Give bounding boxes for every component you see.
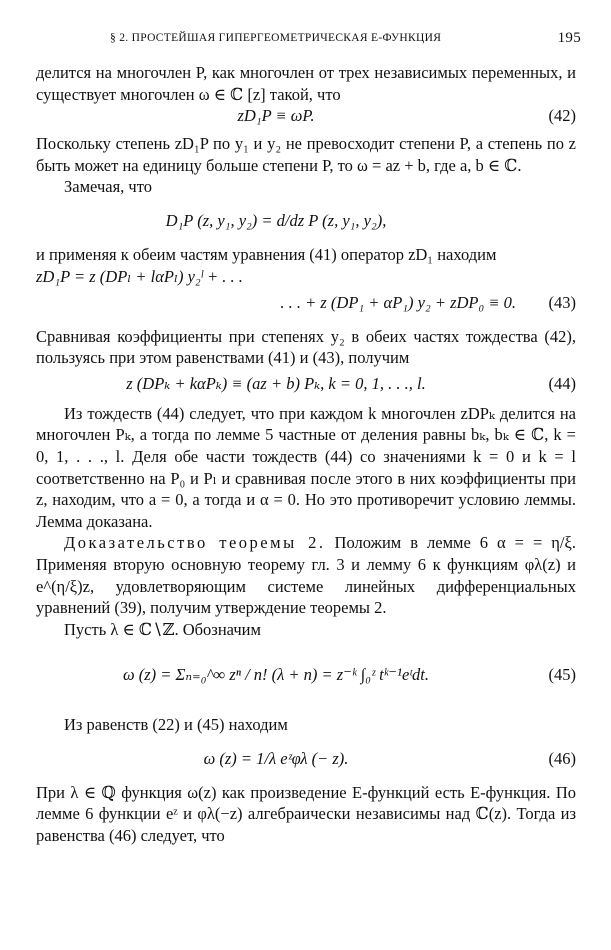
paragraph-1: делится на многочлен P, как многочлен от трех независимых переменных, и существует многочлен ω ∈ ℂ [z] такой, что [36, 63, 576, 104]
paragraph-3: Замечая, что [64, 177, 152, 197]
paragraph-4: и применяя к обеим частям уравнения (41) оператор zD₁ находим [36, 244, 497, 264]
paragraph-10: При λ ∈ ℚ функция ω(z) как произведение E-функций есть E-функция. По лемме 6 функции eᶻ и φλ(−z) алгебраически независимы над ℂ(z). Тогда из равенства (46) следует, что [36, 782, 576, 846]
equation-derivative [36, 198, 576, 244]
paragraph-9: Из равенств (22) и (45) находим [64, 715, 288, 735]
equation-44-number: (44) [548, 373, 576, 393]
running-header [36, 30, 581, 50]
paragraph-6: Из тождеств (44) следует, что при каждом k многочлен zDPₖ делится на многочлен Pₖ, а тогда по лемме 5 частные от деления равны bₖ, bₖ ∈ ℂ, k = 0, 1, . . ., l. Деля обе части тождеств (44) со значениями k = 0 и k = l соответственно на P₀ и Pₗ и сравнивая после этого в них коэффициенты при z, находим, что a = 0, а тогда и α = 0. Но это противоречит условию леммы. Лемма доказана. [36, 403, 576, 531]
paragraph-5: Сравнивая коэффициенты при степенях y₂ в обеих частях тождества (42), пользуясь при этом равенствами (41) и (43), получим [36, 326, 576, 368]
equation-42-number: (42) [548, 106, 576, 126]
equation-45-formula: ω (z) = Σₙ₌₀^∞ zⁿ / n! (λ + n) = z⁻ᵏ ∫₀ᶻ tᵏ⁻¹eᵗdt. [122, 665, 430, 685]
equation-43-first-line: zD₁P = z (DPₗ + lαPₗ) y₂ˡ + . . . [36, 266, 243, 286]
header-title: § 2. ПРОСТЕЙШАЯ ГИПЕРГЕОМЕТРИЧЕСКАЯ E-ФУНКЦИЯ [110, 32, 442, 44]
equation-42 [36, 105, 576, 133]
equation-46-formula: ω (z) = 1/λ eᶻφλ (− z). [203, 748, 349, 768]
equation-46-number: (46) [548, 748, 576, 768]
equation-43-line-2 [36, 292, 576, 326]
page-body [36, 62, 576, 847]
proof-heading: Доказательство теоремы 2. [64, 533, 326, 553]
paragraph-2: Поскольку степень zD₁P по y₁ и y₂ не превосходит степени P, а степень по z быть может на единицу больше степени P, то ω = az + b, где a, b ∈ ℂ. [36, 134, 576, 175]
equation-42-formula: zD₁P ≡ ωP. [237, 106, 315, 126]
equation-derivative-formula: D₁P (z, y₁, y₂) = d/dz P (z, y₁, y₂), [165, 210, 387, 230]
equation-45 [36, 640, 576, 714]
page-number: 195 [557, 30, 581, 46]
equation-43-line-1 [36, 266, 576, 292]
paragraph-7-text: Положим в лемме 6 α = = η/ξ. Применяя вторую основную теорему гл. 3 и лемму 6 к функциям φλ(z) и e^(η/ξ)z, удовлетворяющим системе линейных дифференциальных уравнений (39), получим утверждение теоремы 2. [36, 533, 576, 618]
paragraph-7 [36, 532, 576, 618]
equation-46 [36, 736, 576, 782]
equation-44 [36, 369, 576, 403]
equation-45-number: (45) [548, 665, 576, 685]
paragraph-8: Пусть λ ∈ ℂ∖ℤ. Обозначим [64, 619, 261, 639]
equation-43-second-line: . . . + z (DP₁ + αP₁) y₂ + zDP₀ ≡ 0. [280, 292, 516, 312]
equation-43-number: (43) [548, 292, 576, 312]
equation-44-formula: z (DPₖ + kαPₖ) ≡ (az + b) Pₖ, k = 0, 1, . . ., l. [126, 373, 426, 393]
